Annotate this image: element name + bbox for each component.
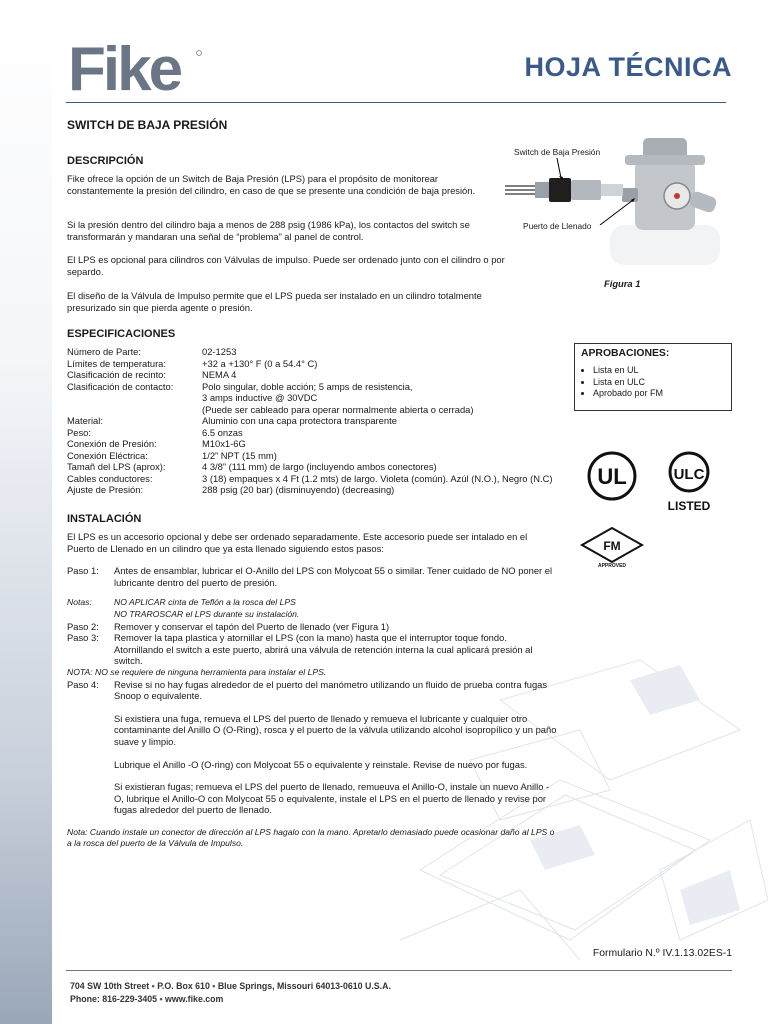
- step-text: Revise si no hay fugas alrededor de el puerto del manómetro utilizando un fluido de prueba contra fugas Snoop o equivalente.: [114, 678, 548, 702]
- spec-value-line: 3 amps inductive @ 30VDC: [202, 392, 318, 403]
- left-gradient-band: [0, 0, 52, 1024]
- spec-value: 4 3/8” (111 mm) de largo (incluyendo ambos conectores): [202, 461, 437, 472]
- approvals-box: [574, 343, 732, 411]
- tool-note: NOTA: NO se requiere de ninguna herramienta para instalar el LPS.: [67, 666, 327, 677]
- figure-label-puerto: Puerto de Llenado: [523, 221, 592, 231]
- ul-listed-icon: [586, 450, 638, 502]
- spec-value-line: (Puede ser cableado para operar normalmente abierta o cerrada): [202, 403, 474, 415]
- spec-value: 02-1253: [202, 346, 237, 357]
- approval-item: • Lista en ULC: [593, 377, 725, 389]
- ulc-listed-icon: [664, 450, 718, 514]
- svg-text:Fike: Fike: [68, 38, 181, 100]
- step-4: [67, 679, 557, 702]
- street: 704 SW 10th Street: [70, 981, 150, 991]
- section-heading-descripcion: DESCRIPCIÓN: [67, 155, 144, 167]
- section-heading-especificaciones: ESPECIFICACIONES: [67, 328, 176, 340]
- descripcion-paragraph: Fike ofrece la opción de un Switch de Baja Presión (LPS) para el propósito de monitorear constantemente la presión del cilindro, en caso de que se presente una condición de baja presión.: [67, 173, 476, 196]
- spec-row: [67, 427, 562, 439]
- final-note: Nota: Cuando instale un conector de dirección al LPS hagalo con la mano. Apretarlo demasiado puede ocasionar daño al LPS o a la rosca del puerto de la Válvula de Impulso.: [67, 826, 555, 849]
- descripcion-paragraph: El LPS es opcional para cilindros con Válvulas de impulso. Puede ser ordenado junto con el cilindro o por separdo.: [67, 254, 505, 277]
- step-2: [67, 621, 557, 633]
- address-line: 704 SW 10th Street • P.O. Box 610 • Blue Springs, Missouri 64013-0610 U.S.A.: [70, 981, 391, 991]
- spec-key: Tamañ del LPS (aprox):: [67, 461, 166, 472]
- spec-key: Cables conductores:: [67, 472, 153, 484]
- approvals-heading: APROBACIONES:: [581, 348, 670, 359]
- spec-key: Peso:: [67, 426, 91, 438]
- step-4-detail: [67, 781, 557, 816]
- document-title: HOJA TÉCNICA: [524, 52, 732, 82]
- spec-value-line: Polo singular, doble acción; 5 amps de resistencia,: [202, 380, 413, 392]
- installation-section: [67, 531, 557, 850]
- spec-key: Ajuste de Presión:: [67, 484, 144, 495]
- approval-item: • Lista en UL: [593, 365, 725, 377]
- step-label: Paso 1:: [67, 565, 99, 577]
- figure-caption: Figura 1: [604, 278, 641, 289]
- fm-approved-icon: [580, 525, 644, 569]
- spec-value: NEMA 4: [202, 369, 237, 380]
- spec-value: 288 psig (20 bar) (disminuyendo) (decreasing): [202, 484, 395, 495]
- notes: [67, 597, 557, 609]
- footer-divider: [66, 970, 732, 971]
- spec-key: Material:: [67, 415, 103, 426]
- spec-key: Límites de temperatura:: [67, 357, 167, 369]
- fike-logo: [68, 38, 203, 100]
- approval-item: • Aprobado por FM: [593, 388, 725, 400]
- spec-row: [67, 346, 562, 358]
- footer-address: [70, 980, 391, 1006]
- step-1: [67, 565, 557, 588]
- step-label: Paso 3:: [67, 632, 99, 644]
- phone: Phone: 816-229-3405: [70, 994, 158, 1004]
- contact-line: Phone: 816-229-3405 • www.fike.com: [70, 994, 224, 1004]
- product-title: SWITCH DE BAJA PRESIÓN: [67, 118, 228, 132]
- spec-row: [67, 438, 562, 450]
- svg-text:UL: UL: [597, 464, 627, 489]
- step-text: Lubrique el Anillo -O (O-ring) con Molycoat 55 o equivalente y reinstale. Revise de nuevo por fugas.: [114, 758, 528, 770]
- spec-key: Clasificación de recinto:: [67, 369, 167, 380]
- spec-row: [67, 473, 562, 485]
- spec-key: Clasificación de contacto:: [67, 380, 174, 392]
- svg-text:LISTED: LISTED: [667, 499, 711, 513]
- step-label: Paso 2:: [67, 620, 99, 632]
- spec-value: Aluminio con una capa protectora transparente: [202, 415, 397, 426]
- svg-text:ULC: ULC: [673, 466, 705, 483]
- notes-label: Notas:: [67, 597, 92, 608]
- approvals-list: [581, 365, 725, 400]
- descripcion-paragraph: Si la presión dentro del cilindro baja a menos de 288 psig (1986 kPa), los contactos del switch se transformarán y mandaran una señal de “problema” al panel de control.: [67, 219, 470, 242]
- spec-row: [67, 415, 562, 427]
- spec-value-multiline: [202, 381, 562, 416]
- spec-value: 3 (18) empaques x 4 Ft (1.2 mts) de largo. Violeta (común). Azúl (N.O.), Negro (N.C): [202, 472, 553, 484]
- city: Blue Springs, Missouri 64013-0610 U.S.A.: [217, 981, 391, 991]
- note-text: NO TRAROSCAR el LPS durante su instalación.: [114, 608, 300, 619]
- spec-key: Conexión de Presión:: [67, 438, 157, 449]
- spec-row: [67, 369, 562, 381]
- installation-intro: El LPS es un accesorio opcional y debe ser ordenado separadamente. Este accesorio puede ser intalado en el Puerto de Llenado en un cilindro que ya esta llenado siguiendo estos pasos:: [67, 531, 528, 554]
- header-divider: [66, 102, 726, 103]
- svg-text:APPROVED: APPROVED: [597, 563, 627, 569]
- step-text: Antes de ensamblar, lubricar el O-Anillo del LPS con Molycoat 55 o similar. Tener cuidado de NO poner el lubricante dentro del puerto de presión.: [114, 565, 553, 588]
- step-label: Paso 4:: [67, 678, 99, 690]
- step-text: Si existieran fugas; remueva el LPS del puerto de llenado, remueuva el Anillo-O, instale un nuevo Anillo -O, lubrique el Anillo-O con Molycoat 55 o equivalente, instale el LPS en el puerto de llenado y revise por fugas alrededor del puerto de llenado.: [114, 781, 550, 816]
- po-box: P.O. Box 610: [157, 981, 210, 991]
- specifications-table: [67, 346, 562, 496]
- form-number: Formulario N.º IV.1.13.02ES-1: [592, 948, 732, 959]
- step-text: Remover la tapa plastica y atornillar el LPS (con la mano) hasta que el interruptor toque fondo. Atornillando el switch a este puerto, abrirá una válvula de retención interna la cual aplicará presión al switch.: [114, 632, 533, 667]
- step-text: Si existiera una fuga, remueva el LPS del puerto de llenado y remueva el lubricante y cualquier otro contaminante del Anillo O (O-Ring), rosca y el puerto de la válvula utilizando alcohol isopropílico y un paño suave y limpio.: [114, 712, 557, 747]
- website-link[interactable]: www.fike.com: [165, 994, 224, 1004]
- step-text: Remover y conservar el tapón del Puerto de llenado (ver Figura 1): [114, 620, 390, 632]
- svg-text:FM: FM: [603, 539, 621, 553]
- spec-row: [67, 484, 562, 496]
- note-text: NO APLICAR cinta de Teflón a la rosca del LPS: [114, 597, 296, 608]
- spec-value: 6.5 onzas: [202, 426, 243, 438]
- spec-row: [67, 358, 562, 370]
- spec-value: +32 a +130° F (0 a 54.4° C): [202, 357, 318, 369]
- spec-value: M10x1-6G: [202, 438, 246, 449]
- spec-row: [67, 381, 562, 416]
- descripcion-paragraph: El diseño de la Válvula de Impulso permite que el LPS pueda ser instalado en un cilindro totalmente presurizado sin que pierda agente o presión.: [67, 290, 482, 313]
- spec-key: Número de Parte:: [67, 346, 141, 357]
- figure-label-switch: Switch de Baja Presión: [514, 147, 601, 157]
- section-heading-instalacion: INSTALACIÓN: [67, 513, 142, 525]
- step-4-detail: [67, 713, 557, 748]
- notes: [67, 609, 557, 621]
- spec-value: 1/2” NPT (15 mm): [202, 449, 277, 461]
- spec-key: Conexión Eléctrica:: [67, 449, 148, 461]
- step-4-detail: [67, 759, 557, 771]
- spec-row: [67, 461, 562, 473]
- step-3: [67, 632, 557, 667]
- spec-row: [67, 450, 562, 462]
